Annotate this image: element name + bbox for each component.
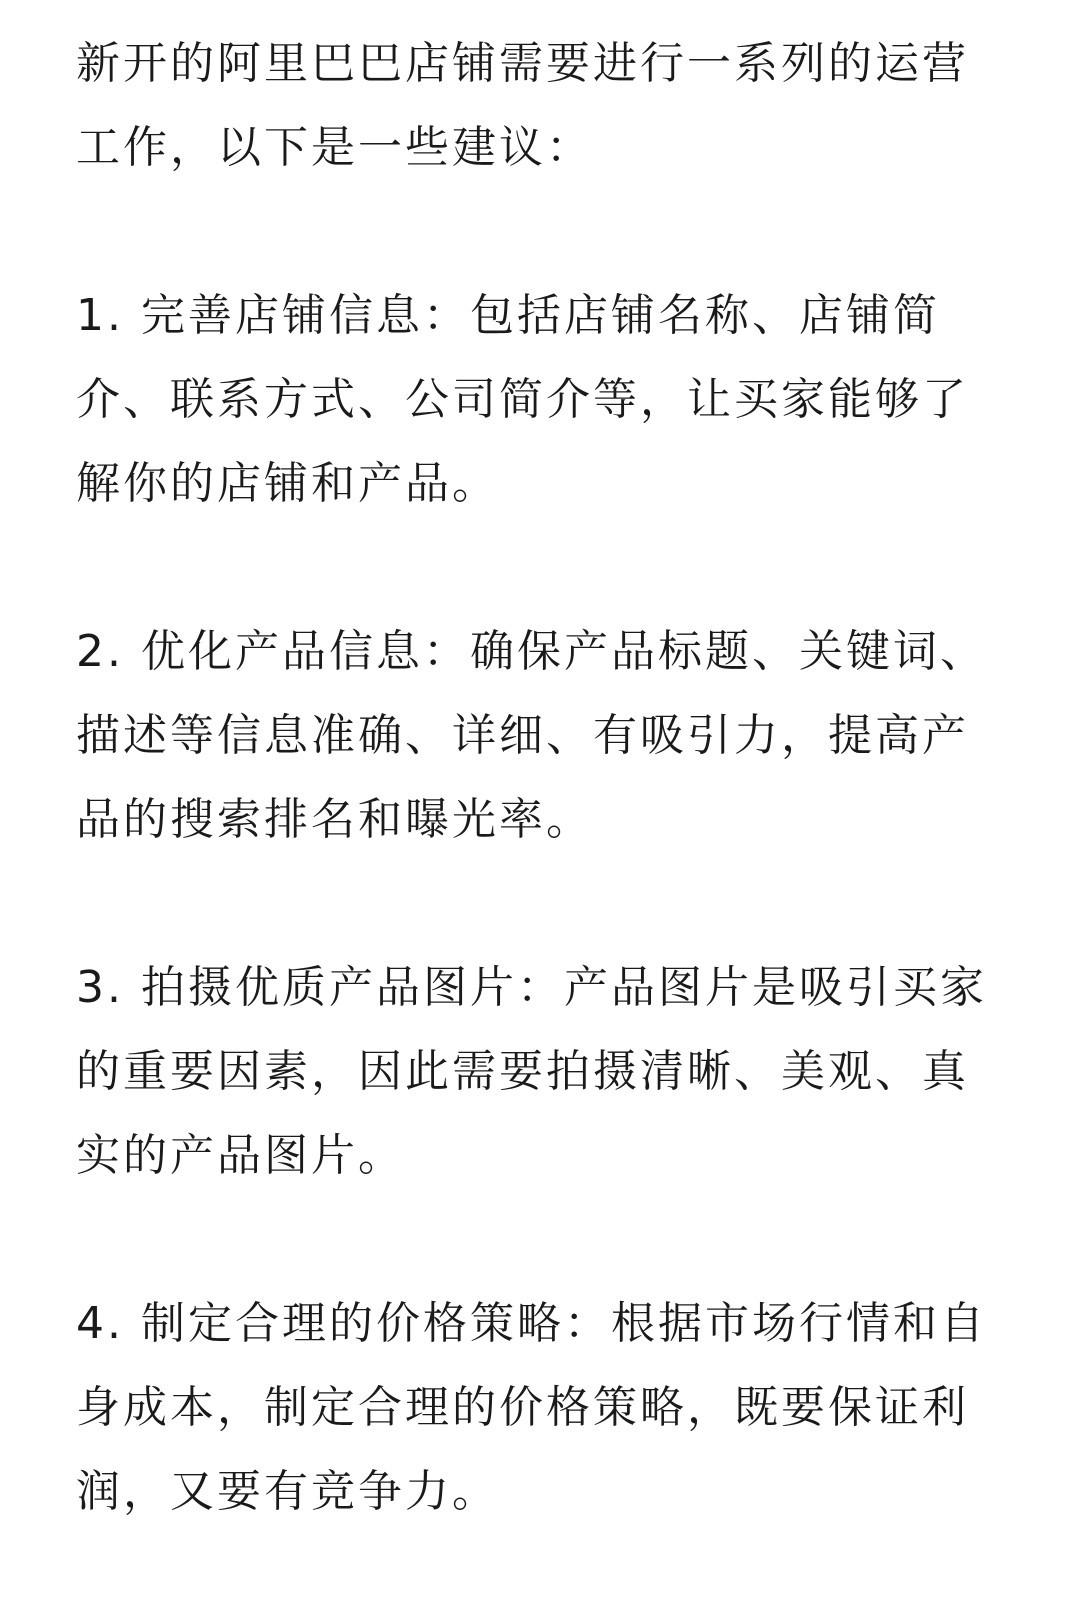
point-2-paragraph: 2. 优化产品信息：确保产品标题、关键词、描述等信息准确、详细、有吸引力，提高产品的搜索排名和曝光率。 <box>76 626 987 845</box>
point-3-paragraph: 3. 拍摄优质产品图片：产品图片是吸引买家的重要因素，因此需要拍摄清晰、美观、真实的产品图片。 <box>76 962 987 1181</box>
intro-paragraph: 新开的阿里巴巴店铺需要进行一系列的运营工作，以下是一些建议： <box>76 38 969 173</box>
point-4-paragraph: 4. 制定合理的价格策略：根据市场行情和自身成本，制定合理的价格策略，既要保证利润，又要有竞争力。 <box>76 1298 987 1517</box>
point-1-paragraph: 1. 完善店铺信息：包括店铺名称、店铺简介、联系方式、公司简介等，让买家能够了解你的店铺和产品。 <box>76 290 969 509</box>
